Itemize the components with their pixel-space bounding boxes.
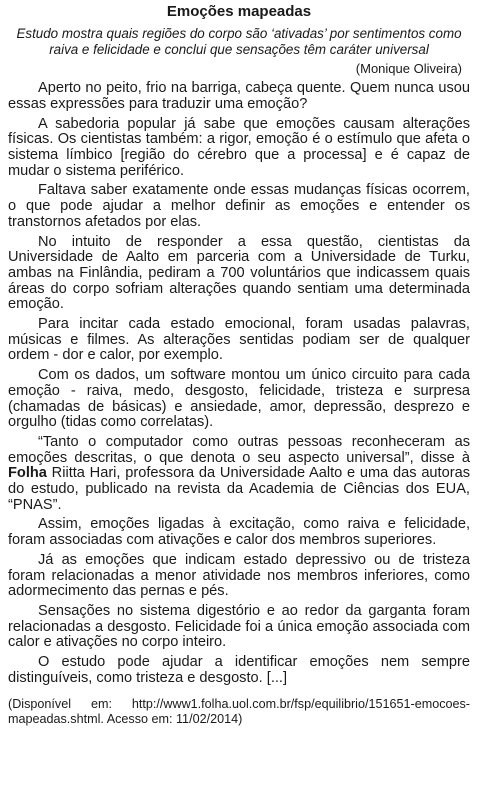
paragraph-quote <box>8 435 470 514</box>
paragraph: Com os dados, um software montou um único circuito para cada emoção - raiva, medo, desgosto, felicidade, tristeza e surpresa (chamadas de básicas) e ansiedade, amor, depressão, desprezo e orgulho (tidas como correlatas). <box>8 367 470 431</box>
paragraph: A sabedoria popular já sabe que emoções causam alterações físicas. Os cientistas também: a rigor, emoção é o estímulo que afeta o sistema límbico [região do cérebro que a processa] e é capaz de mudar o sistema periférico. <box>8 115 470 179</box>
article-author: (Monique Oliveira) <box>355 61 462 77</box>
article-title: Emoções mapeadas <box>166 3 312 20</box>
quote-attribution: Riitta Hari, professora da Universidade Aalto e uma das autoras do estudo, publicado na revista da Academia de Ciências dos EUA, “PNAS”. <box>8 465 470 513</box>
paragraph: Assim, emoções ligadas à excitação, como raiva e felicidade, foram associadas com ativações e calor dos membros superiores. <box>8 516 470 549</box>
source-citation: (Disponível em: http://www1.folha.uol.com.br/fsp/equilibrio/151651-emocoes-mapeadas.shtml. Acesso em: 11/02/2014) <box>8 696 470 726</box>
paragraph: No intuito de responder a essa questão, cientistas da Universidade de Aalto em parceria com a Universidade de Turku, ambas na Finlândia, pediram a 700 voluntários que indicassem quais áreas do corpo sofriam alterações quando sentiam uma determinada emoção. <box>8 233 470 313</box>
paragraph: Aperto no peito, frio na barriga, cabeça quente. Quem nunca usou essas expressões para traduzir uma emoção? <box>8 80 470 112</box>
paragraph: Sensações no sistema digestório e ao redor da garganta foram relacionadas a desgosto. Felicidade foi a única emoção associada com calor e ativações no corpo inteiro. <box>8 602 470 651</box>
newspaper-name: Folha <box>8 465 47 482</box>
article-subtitle: Estudo mostra quais regiões do corpo são ‘ativadas’ por sentimentos como raiva e felicidade e conclui que sensações têm caráter universal <box>16 26 462 57</box>
paragraph: Já as emoções que indicam estado depressivo ou de tristeza foram relacionadas a menor atividade nos membros inferiores, como adormecimento das pernas e pés. <box>8 551 470 600</box>
article-body <box>8 81 470 686</box>
paragraph: Faltava saber exatamente onde essas mudanças físicas ocorrem, o que pode ajudar a melhor definir as emoções e entender os transtornos afetados por elas. <box>8 182 470 230</box>
paragraph: O estudo pode ajudar a identificar emoções nem sempre distinguíveis, como tristeza e desgosto. [...] <box>8 654 470 686</box>
article <box>8 0 470 740</box>
paragraph: Para incitar cada estado emocional, foram usadas palavras, músicas e filmes. As alterações sentidas podiam ser de qualquer ordem - dor e calor, por exemplo. <box>8 316 470 364</box>
quote-text: “Tanto o computador como outras pessoas reconheceram as emoções descritas, o que denota o seu aspecto universal”, disse à <box>8 433 470 466</box>
